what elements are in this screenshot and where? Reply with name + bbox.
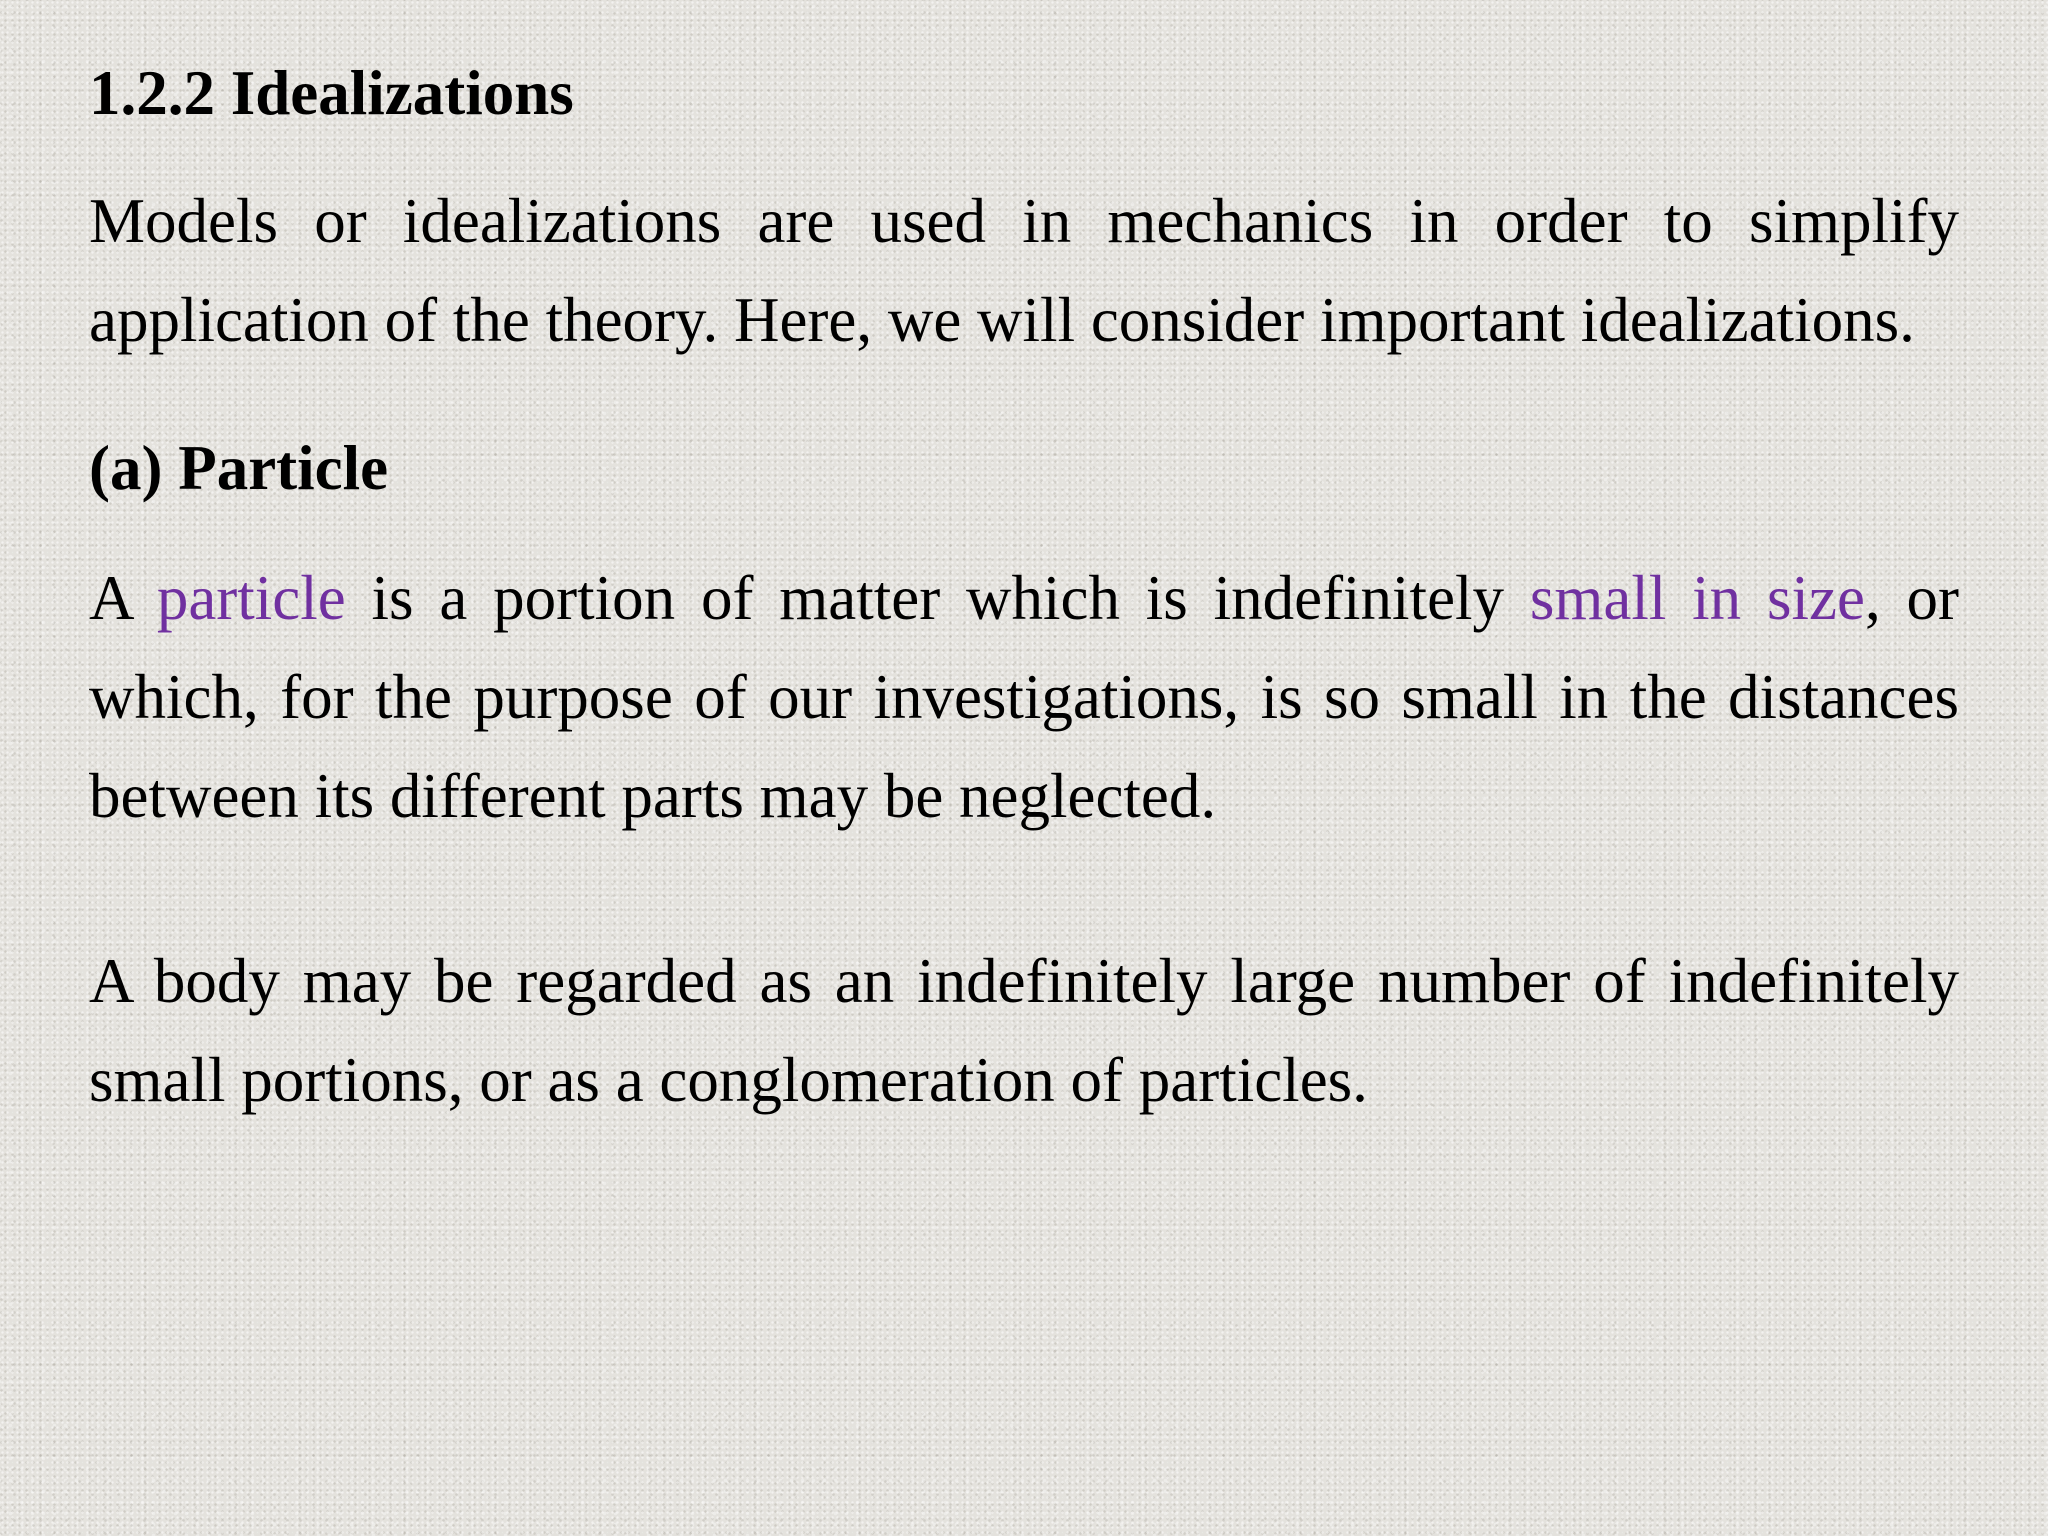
subsection-title: (a) Particle	[89, 433, 389, 503]
highlighted-term-small-in-size: small in size	[1529, 563, 1865, 633]
particle-paragraph	[89, 549, 1959, 846]
intro-paragraph: Models or idealizations are used in mechanics in order to simplify application of the theory. Here, we will consider important idealizations.	[89, 186, 1959, 355]
slide-content	[89, 50, 1959, 1130]
particle-text-part2: is a portion of matter which is indefinitely	[345, 563, 1530, 633]
particle-text-part1: A	[89, 563, 157, 633]
body-paragraph: A body may be regarded as an indefinitely large number of indefinitely small portions, or as a conglomeration of particles.	[89, 946, 1959, 1115]
section-title: 1.2.2 Idealizations	[89, 58, 574, 128]
highlighted-term-particle: particle	[156, 563, 346, 633]
particle-text-part3: , or which, for the purpose of our investigations, is so small in the distances between its different parts may be neglected.	[89, 563, 1959, 831]
